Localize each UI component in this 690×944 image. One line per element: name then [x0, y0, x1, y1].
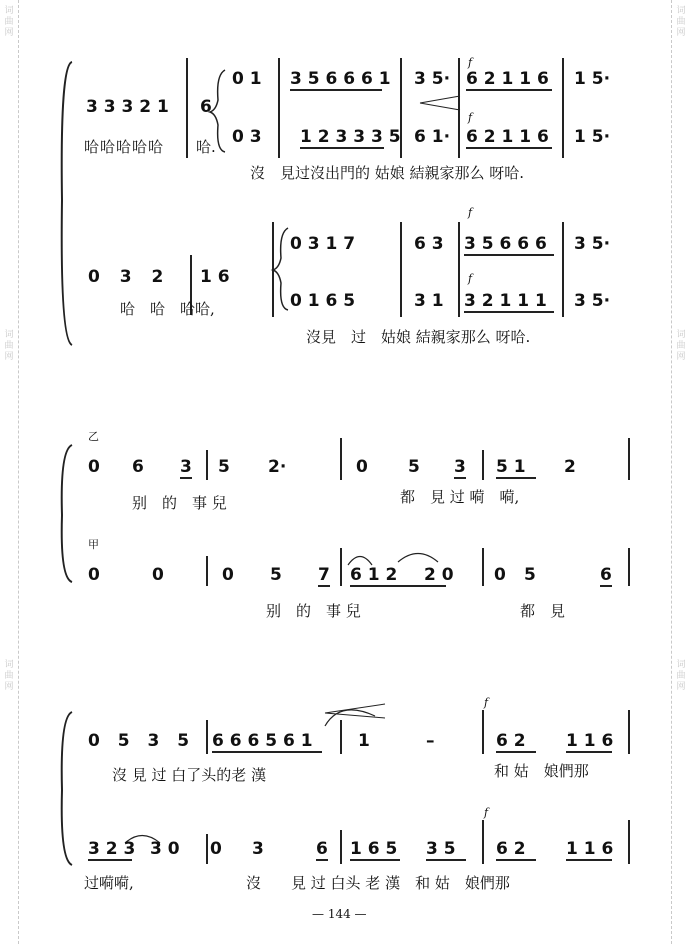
barline — [458, 222, 460, 317]
note-group: 6 3 — [414, 234, 444, 254]
underline-beat — [454, 477, 466, 479]
lyric-line: 都 見 过 嗬 嗬, — [400, 488, 520, 506]
note-group: 3 1 — [414, 291, 444, 311]
part-label: 乙 — [88, 430, 99, 443]
barline — [458, 58, 460, 158]
barline — [482, 450, 484, 480]
lyric-line: 沒見 过 姑娘 結親家那么 呀哈. — [306, 328, 531, 346]
note: 3 — [252, 839, 264, 859]
note-group: 3 5 — [426, 839, 456, 859]
note-group: 3 0 — [150, 839, 180, 859]
note: 0 — [222, 565, 234, 585]
underline-beat — [350, 585, 446, 587]
watermark-label: 词曲网 — [676, 330, 686, 362]
underline-beat — [290, 89, 382, 91]
lyric-line: 和 姑 娘們那 — [494, 762, 589, 780]
note-group: 1 6 — [200, 267, 230, 287]
watermark-label: 词曲网 — [4, 330, 14, 362]
underline-beat — [426, 859, 466, 861]
barline — [186, 58, 188, 158]
note: 6 — [132, 457, 144, 477]
dynamic-forte: f — [484, 696, 489, 709]
note: 5 — [218, 457, 230, 477]
lyric-line: 沒 見 过 白了头的老 漢 — [112, 766, 267, 784]
note: 6 — [316, 839, 328, 859]
note: 0 — [152, 565, 164, 585]
dynamic-forte: f — [468, 111, 473, 124]
underline-beat — [318, 585, 330, 587]
underline-beat — [566, 751, 612, 753]
note: 5 — [270, 565, 282, 585]
lyric-line: 哈 哈 哈哈, — [120, 300, 215, 318]
barline — [206, 834, 208, 864]
note: 6 — [600, 565, 612, 585]
note-group: 1 5· — [574, 69, 611, 89]
barline — [562, 58, 564, 158]
note: 0 — [494, 565, 506, 585]
dynamic-forte: f — [484, 806, 489, 819]
note-group: 1 5· — [574, 127, 611, 147]
note-group: 2 0 — [424, 565, 454, 585]
underline-beat — [464, 311, 554, 313]
lyric-line: 哈哈哈哈哈 — [84, 138, 165, 156]
note: 0 — [88, 565, 100, 585]
note-group: 3 5 6 6 6 — [464, 234, 547, 254]
note: 0 — [210, 839, 222, 859]
note-group: 6 2 1 1 6 — [466, 69, 549, 89]
note: 0 — [356, 457, 368, 477]
note-group: 0 1 6 5 — [290, 291, 356, 311]
note-group: 0 3 2 — [88, 267, 164, 287]
underline-beat — [496, 859, 536, 861]
note-group: 3 5· — [414, 69, 451, 89]
underline-beat — [566, 859, 612, 861]
note: 0 — [88, 457, 100, 477]
barline — [340, 830, 342, 864]
note: 5 — [524, 565, 536, 585]
barline — [400, 222, 402, 317]
note-group: 3 2 1 1 1 — [464, 291, 547, 311]
note-group: 6 1 2 — [350, 565, 398, 585]
barline — [206, 556, 208, 586]
barline — [562, 222, 564, 317]
barline — [628, 438, 630, 480]
note-group: 1 1 6 — [566, 731, 614, 751]
lyric-line: 沒 見 过 白头 老 漢 和 姑 娘們那 — [246, 874, 510, 892]
note: 3 — [454, 457, 466, 477]
barline — [340, 438, 342, 480]
lyric-line: 哈. — [196, 138, 216, 156]
note-group: 0 5 3 5 — [88, 731, 190, 751]
note-group: 3 5· — [574, 291, 611, 311]
barline — [482, 548, 484, 586]
note-group: 6 2 1 1 6 — [466, 127, 549, 147]
barline — [628, 820, 630, 864]
note-group: 0 1 — [232, 69, 262, 89]
note-group: 1 1 6 — [566, 839, 614, 859]
watermark-label: 词曲网 — [4, 660, 14, 692]
note-group: 0 3 — [232, 127, 262, 147]
underline-beat — [496, 477, 536, 479]
lyric-line: 别 的 事 兒 — [266, 602, 361, 620]
note: 3 — [180, 457, 192, 477]
note-group: 1 6 5 — [350, 839, 398, 859]
underline-beat — [600, 585, 612, 587]
underline-beat — [88, 859, 132, 861]
lyric-line: 都 見 — [520, 602, 566, 620]
lyric-line: 沒 見过沒出門的 姑娘 結親家那么 呀哈. — [250, 164, 525, 182]
watermark-label: 词曲网 — [4, 6, 14, 38]
barline — [482, 710, 484, 754]
note-group: 6 2 — [496, 731, 526, 751]
underline-beat — [466, 147, 552, 149]
note-group: 3 5· — [574, 234, 611, 254]
note: 7 — [318, 565, 330, 585]
note: 2· — [268, 457, 287, 477]
note-group: 3 2 3 — [88, 839, 136, 859]
underline-beat — [350, 859, 400, 861]
underline-beat — [212, 751, 322, 753]
underline-beat — [496, 751, 536, 753]
watermark-label: 词曲网 — [676, 660, 686, 692]
underline-beat — [464, 254, 554, 256]
note-group: 1 2 3 3 3 5 — [300, 127, 401, 147]
note-group: 6 1· — [414, 127, 451, 147]
note-group: 6 — [200, 97, 212, 117]
note: 5 — [408, 457, 420, 477]
note: 1 — [358, 731, 370, 751]
lyric-line: 过嗬嗬, — [84, 874, 134, 892]
lyric-line: 别 的 事 兒 — [132, 494, 227, 512]
barline — [340, 720, 342, 754]
barline — [272, 222, 274, 317]
note-group: 3 5 6 6 6 1 — [290, 69, 391, 89]
part-label: 甲 — [88, 538, 99, 551]
watermark-label: 词曲网 — [676, 6, 686, 38]
note-group: 0 3 1 7 — [290, 234, 356, 254]
note: 2 — [564, 457, 576, 477]
note-group: 5 1 — [496, 457, 526, 477]
note-group: 6 2 — [496, 839, 526, 859]
dynamic-forte: f — [468, 272, 473, 285]
note-group: 3 3 3 2 1 — [86, 97, 169, 117]
underline-beat — [180, 477, 192, 479]
barline — [206, 450, 208, 480]
dynamic-forte: f — [468, 56, 473, 69]
barline — [206, 720, 208, 754]
underline-beat — [300, 147, 384, 149]
underline-beat — [466, 89, 552, 91]
barline — [340, 548, 342, 586]
barline — [628, 548, 630, 586]
page-number: — 144 — — [312, 907, 367, 921]
underline-beat — [316, 859, 328, 861]
note-dash: – — [426, 731, 435, 751]
note-group: 6 6 6 5 6 1 — [212, 731, 313, 751]
barline — [278, 58, 280, 158]
barline — [628, 710, 630, 754]
barline — [482, 820, 484, 864]
dynamic-forte: f — [468, 206, 473, 219]
